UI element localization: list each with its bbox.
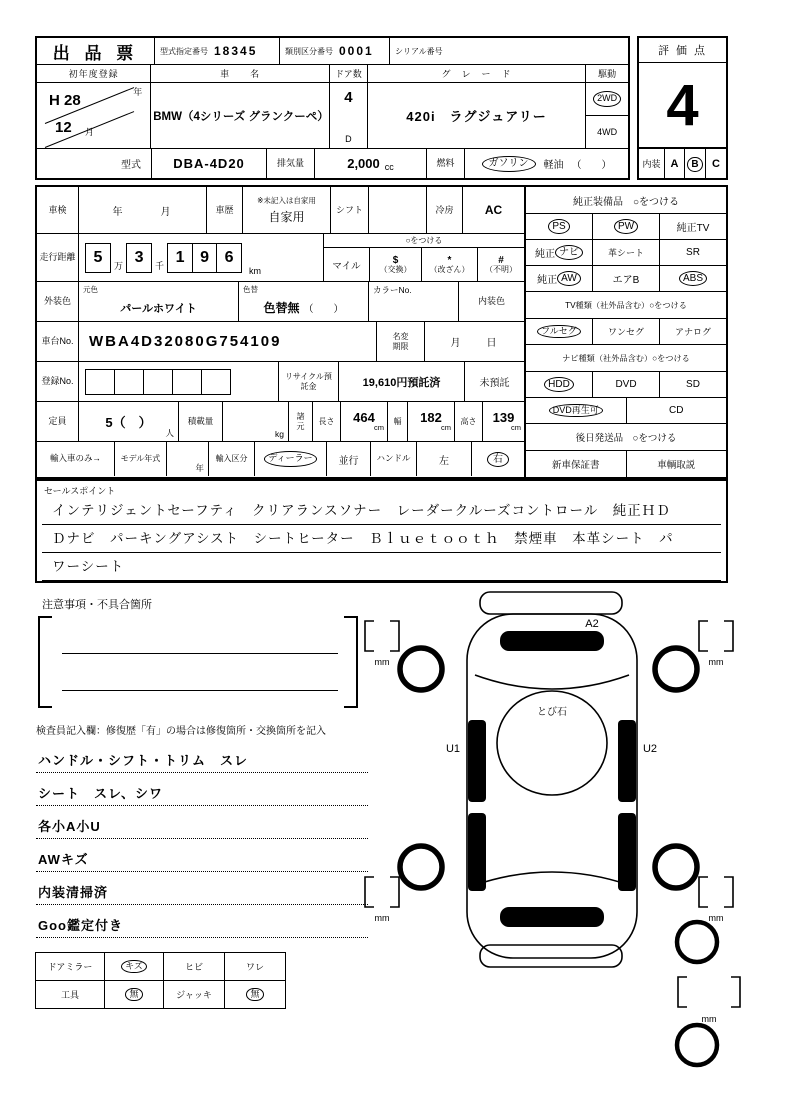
mileage-tampered-symbol: * xyxy=(447,254,452,266)
bracket-rear-right-close xyxy=(724,877,733,907)
shift-value xyxy=(369,187,427,233)
tv-fullseg-cell xyxy=(526,319,593,344)
displacement-label: 排気量 xyxy=(267,149,315,178)
bracket-front-left-close xyxy=(390,621,399,651)
drive-column xyxy=(586,65,628,148)
spare-tire-circle-2 xyxy=(677,1025,717,1065)
car-name-label: 車 名 xyxy=(151,65,329,83)
mileage-tampered-option xyxy=(422,248,478,281)
class-code-value: 0001 xyxy=(339,44,374,58)
cd-cell: CD xyxy=(669,405,684,416)
chassis-no-label: 車台No. xyxy=(37,322,79,361)
tread-mm-front-right: mm xyxy=(708,657,724,667)
width-value: 182 xyxy=(420,410,442,426)
door-mirror-break: ワレ xyxy=(225,953,286,981)
equip-airbag: エアB xyxy=(593,266,660,291)
mileage-exchange-symbol: $ xyxy=(392,254,399,266)
fuel-value-cell xyxy=(465,149,628,178)
height-unit: cm xyxy=(511,423,521,433)
later-shipment-title: 後日発送品 ○をつける xyxy=(526,424,726,451)
bracket-front-left-open xyxy=(365,621,374,651)
fuel-paren: （ ） xyxy=(571,160,612,171)
model-code-field xyxy=(155,38,280,64)
registration-no-boxes xyxy=(79,362,279,401)
equip-aw: AW xyxy=(557,271,581,286)
sales-points-block xyxy=(35,479,728,583)
equip-pw: PW xyxy=(614,219,638,234)
navi-dvd: DVD xyxy=(593,372,660,397)
mileage-tampered-label: （改ざん） xyxy=(429,264,470,274)
chassis-no-value: WBA4D32080G754109 xyxy=(79,322,377,361)
name-change-label: 名変期限 xyxy=(377,322,425,361)
car-damage-diagram xyxy=(360,585,765,1090)
mileage-exchange-label: （交換） xyxy=(379,264,412,274)
damage-mark-u1: U1 xyxy=(445,743,461,755)
form-title-cell xyxy=(37,38,155,64)
rear-right-wheel xyxy=(655,846,697,888)
model-label: 型式 xyxy=(37,149,152,178)
reg-era-year: H 28 xyxy=(49,92,81,109)
mileage-unit-sen: 千 xyxy=(155,261,165,271)
import-parallel: 並行 xyxy=(327,442,371,476)
reg-year-unit: 年 xyxy=(133,87,143,97)
drive-options xyxy=(586,83,628,148)
front-bumper xyxy=(480,592,622,614)
exterior-color-label: 外装色 xyxy=(37,282,79,321)
length-value: 464 xyxy=(353,410,375,426)
damage-mark-a2: A2 xyxy=(585,618,599,630)
load-label: 積載量 xyxy=(179,402,223,441)
color-no-cell xyxy=(369,282,459,321)
equip-pw-cell xyxy=(593,214,660,239)
mileage-exchange-option xyxy=(370,248,422,281)
inspector-note-line: 各小A小U xyxy=(36,806,368,839)
registration-box xyxy=(143,369,173,395)
base-color-value: パールホワイト xyxy=(120,302,197,315)
tread-mm-rear-right: mm xyxy=(708,913,724,923)
registration-box xyxy=(201,369,231,395)
grade-label: グ レ ー ド xyxy=(368,65,586,83)
equip-sr: SR xyxy=(686,247,700,258)
shift-label: シフト xyxy=(331,187,369,233)
equip-aw-prefix: 純正 xyxy=(537,275,558,286)
width-unit: cm xyxy=(441,423,451,433)
bracket-rear-right-open xyxy=(699,877,708,907)
import-type-label: 輸入区分 xyxy=(209,442,255,476)
mileage-marks xyxy=(324,234,524,281)
base-color-label: 元色 xyxy=(83,285,98,294)
color-no-label: カラーNo. xyxy=(373,285,412,295)
registration-box xyxy=(172,369,202,395)
bracket-rear-left-open xyxy=(365,877,374,907)
recolor-label: 色替 xyxy=(243,285,258,294)
evaluation-block xyxy=(637,36,728,180)
spec-label: 諸元 xyxy=(289,402,313,441)
mileage-label: 走行距離 xyxy=(37,234,79,281)
drive-2wd-cell xyxy=(586,83,628,116)
inspector-note-line: Goo鑑定付き xyxy=(36,905,368,938)
first-registration-label: 初年度登録 xyxy=(37,65,150,83)
jack-label: ジャッキ xyxy=(164,981,225,1009)
reg-month-unit: 月 xyxy=(85,127,95,137)
inspector-note-line: 内装清掃済 xyxy=(36,872,368,905)
jack-none: 無 xyxy=(246,988,263,1002)
handle-right: 右 xyxy=(487,452,509,467)
mileage-digit-1: 1 xyxy=(167,243,193,273)
sales-line-2: Ｄナビ パーキングアシスト シートヒーター Ｂｌｕｅｔｏｏｔｈ 禁煙車 本革シート パ xyxy=(42,525,721,553)
registration-box xyxy=(85,369,115,395)
door-mirror-crack: ヒビ xyxy=(164,953,225,981)
interior-grade-a: A xyxy=(665,149,685,179)
mileage-km-unit: km xyxy=(249,266,262,276)
recycle-label: リサイクル預託金 xyxy=(279,362,339,401)
left-rear-door-bar xyxy=(468,813,486,891)
fuel-diesel: 軽油 xyxy=(543,160,564,171)
capacity-label: 定員 xyxy=(37,402,79,441)
equipment-column xyxy=(526,187,726,477)
doors-value: 4 xyxy=(344,89,353,106)
import-only-label: 輸入車のみ→ xyxy=(37,442,115,476)
damage-mark-u2: U2 xyxy=(642,743,658,755)
bracket-rear-left-close xyxy=(390,877,399,907)
capacity-cell xyxy=(79,402,179,441)
recycle-value: 19,610円預託済 xyxy=(339,362,465,401)
equip-ps: PS xyxy=(548,219,569,234)
displacement-value-cell xyxy=(315,149,427,178)
tv-type-title: TV種類（社外品含む）○をつける xyxy=(526,292,726,319)
sales-points-label: セールスポイント xyxy=(44,486,116,496)
inspector-note-label: 検査員記入欄：修復歴「有」の場合は修復箇所・交換箇所を記入 xyxy=(36,726,326,737)
fuel-gasoline: ガソリン xyxy=(482,156,536,172)
base-color-cell xyxy=(79,282,239,321)
mileage-digit-man: 5 xyxy=(85,243,111,273)
displacement-value: 2,000 xyxy=(347,156,380,171)
length-label: 長さ xyxy=(313,402,341,441)
model-code-label: 型式指定番号 xyxy=(160,46,208,56)
interior-grade-label: 内装 xyxy=(639,149,665,179)
recolor-value: 色替無 xyxy=(263,301,300,315)
mileage-unknown-symbol: # xyxy=(498,254,504,266)
mileage-unit-man: 万 xyxy=(114,261,124,271)
bracket-front-right-close xyxy=(724,621,733,651)
right-rear-door-bar xyxy=(618,813,636,891)
history-note: ※未記入は自家用 xyxy=(257,196,316,205)
tv-fullseg: フルセグ xyxy=(537,325,581,339)
sales-line-3: ワーシート xyxy=(42,553,721,581)
recolor-cell xyxy=(239,282,369,321)
history-value: 自家用 xyxy=(268,210,305,224)
dvd-playable: DVD再生可 xyxy=(549,404,603,418)
inspector-notes xyxy=(36,740,368,938)
mileage-mark-title: ○をつける xyxy=(324,234,524,248)
capacity-unit: 人 xyxy=(165,428,174,438)
recolor-paren: （ ） xyxy=(303,304,344,315)
windshield-line xyxy=(475,675,629,689)
evaluation-label: 評 価 点 xyxy=(639,38,726,63)
navi-sd: SD xyxy=(686,379,700,390)
load-cell xyxy=(223,402,289,441)
equip-navi-prefix: 純正 xyxy=(535,249,555,260)
equip-tv: 純正TV xyxy=(676,223,710,234)
door-mirror-scratch-cell xyxy=(105,953,164,981)
rear-seat-bar xyxy=(500,907,604,927)
history-label: 車歴 xyxy=(207,187,243,233)
mileage-unknown-label: （不明） xyxy=(485,264,517,274)
tread-mm-front-left: mm xyxy=(374,657,390,667)
bracket-front-right-open xyxy=(699,621,708,651)
inspection-label: 車検 xyxy=(37,187,79,233)
name-change-date: 月 日 xyxy=(450,338,499,349)
navi-hdd-cell xyxy=(526,372,593,397)
tools-none: 無 xyxy=(125,988,142,1002)
drive-label: 駆動 xyxy=(586,65,628,83)
car-name-column xyxy=(151,65,330,148)
interior-grade-row xyxy=(639,149,726,179)
interior-grade-b-cell xyxy=(685,149,706,179)
mileage-mile-option: マイル xyxy=(324,248,370,281)
caution-writing-line-2 xyxy=(62,690,338,691)
form-top-block xyxy=(35,36,630,180)
caution-bracket-right xyxy=(344,616,358,708)
form-title: 出 品 票 xyxy=(52,43,139,63)
mileage-digit-3: 6 xyxy=(216,243,242,273)
tv-analog: アナログ xyxy=(674,327,711,337)
aircon-label: 冷房 xyxy=(427,187,463,233)
import-dealer-cell xyxy=(255,442,327,476)
length-unit: cm xyxy=(374,423,384,433)
model-year-cell xyxy=(167,442,209,476)
width-label: 幅 xyxy=(388,402,408,441)
class-code-label: 類別区分番号 xyxy=(285,46,333,56)
tread-mm-rear-left: mm xyxy=(374,913,390,923)
main-details-block xyxy=(35,185,728,479)
load-unit: kg xyxy=(275,429,284,439)
damage-mark-stone-chip: とび石 xyxy=(537,707,567,718)
model-value: DBA-4D20 xyxy=(152,149,267,178)
car-name-value: BMW（4シリーズ グランクーペ） xyxy=(153,110,329,123)
history-cell xyxy=(243,187,331,233)
serial-label: シリアル番号 xyxy=(395,46,443,56)
mileage-digit-2: 9 xyxy=(192,243,218,273)
inspector-note-line: シート スレ、シワ xyxy=(36,773,368,806)
model-year-unit: 年 xyxy=(195,463,204,473)
import-dealer: ディーラー xyxy=(264,451,316,467)
aircon-value: AC xyxy=(484,203,503,217)
mileage-digit-sen: 3 xyxy=(126,243,152,273)
grade-value: 420i ラグジュアリー xyxy=(406,109,547,124)
grade-column xyxy=(368,65,587,148)
equip-aw-cell xyxy=(526,266,593,291)
bracket-spare-open xyxy=(678,977,687,1007)
class-code-field xyxy=(280,38,390,64)
doors-sub: D xyxy=(345,134,352,144)
spare-tire-circle xyxy=(677,922,717,962)
doors-value-cell xyxy=(330,83,367,148)
height-cell xyxy=(483,402,524,441)
reg-month: 12 xyxy=(55,119,72,136)
tools-label: 工具 xyxy=(36,981,105,1009)
caution-label: 注意事項・不具合箇所 xyxy=(42,599,152,611)
equip-ps-cell xyxy=(526,214,593,239)
capacity-value: 5（ ） xyxy=(105,415,152,430)
equip-leather-seat: 革シート xyxy=(593,240,660,265)
left-front-door-bar xyxy=(468,720,486,802)
interior-grade-b: B xyxy=(687,157,702,172)
right-front-door-bar xyxy=(618,720,636,802)
front-left-wheel xyxy=(400,648,442,690)
model-code-value: 18345 xyxy=(214,44,258,58)
length-cell xyxy=(341,402,388,441)
door-mirror-label: ドアミラー xyxy=(36,953,105,981)
model-year-label: モデル年式 xyxy=(115,442,167,476)
registration-no-label: 登録No. xyxy=(37,362,79,401)
dvd-playable-cell xyxy=(526,398,627,423)
displacement-unit: cc xyxy=(384,161,394,172)
new-car-warranty: 新車保証書 xyxy=(526,451,627,477)
handle-label: ハンドル xyxy=(371,442,417,476)
recycle-alt: 未預託 xyxy=(479,378,510,389)
interior-color-label: 内装色 xyxy=(477,296,505,307)
tv-oneseg: ワンセグ xyxy=(593,319,660,344)
first-registration-column xyxy=(37,65,151,148)
doors-label: ドア数 xyxy=(330,65,367,83)
first-registration-value xyxy=(37,83,150,148)
drive-2wd: 2WD xyxy=(593,91,621,107)
equipment-title: 純正装備品 ○をつける xyxy=(526,187,726,214)
interior-grade-c: C xyxy=(712,158,720,170)
drive-4wd: 4WD xyxy=(597,127,618,137)
sales-line-1: インテリジェントセーフティ クリアランスソナー レーダークルーズコントロール 純正ＨＤ xyxy=(42,497,721,525)
equip-abs-cell xyxy=(660,266,726,291)
navi-hdd: HDD xyxy=(544,377,574,392)
tread-mm-spare: mm xyxy=(701,1014,717,1024)
mileage-unknown-option xyxy=(478,248,524,281)
evaluation-score: 4 xyxy=(639,63,726,149)
inspector-note-line: AWキズ xyxy=(36,839,368,872)
equip-navi-cell xyxy=(526,240,593,265)
tools-none-cell xyxy=(105,981,164,1009)
navi-type-title: ナビ種類（社外品含む）○をつける xyxy=(526,345,726,372)
equip-abs: ABS xyxy=(679,271,707,286)
details-grid xyxy=(37,187,526,477)
caution-bracket-left xyxy=(38,616,52,708)
serial-field xyxy=(390,38,628,64)
car-body-outline xyxy=(467,614,637,958)
bracket-spare-close xyxy=(731,977,740,1007)
caution-writing-line-1 xyxy=(62,653,338,654)
doors-column xyxy=(330,65,368,148)
fuel-label: 燃料 xyxy=(427,149,465,178)
rear-window-line xyxy=(475,872,629,885)
jack-none-cell xyxy=(225,981,286,1009)
handle-right-cell xyxy=(472,442,524,476)
mileage-value xyxy=(79,234,324,281)
equip-navi: ナビ xyxy=(555,245,583,260)
width-cell xyxy=(408,402,455,441)
inspection-date: 年 月 xyxy=(79,187,207,233)
handle-left: 左 xyxy=(417,442,472,476)
rear-left-wheel xyxy=(400,846,442,888)
front-seat-bar xyxy=(500,631,604,651)
inspector-note-line: ハンドル・シフト・トリム スレ xyxy=(36,740,368,773)
mirror-tool-table xyxy=(35,952,286,1009)
height-value: 139 xyxy=(492,410,515,426)
registration-box xyxy=(114,369,144,395)
door-mirror-scratch: キズ xyxy=(121,960,147,974)
vehicle-manual: 車輌取説 xyxy=(657,460,696,471)
height-label: 高さ xyxy=(455,402,483,441)
front-right-wheel xyxy=(655,648,697,690)
